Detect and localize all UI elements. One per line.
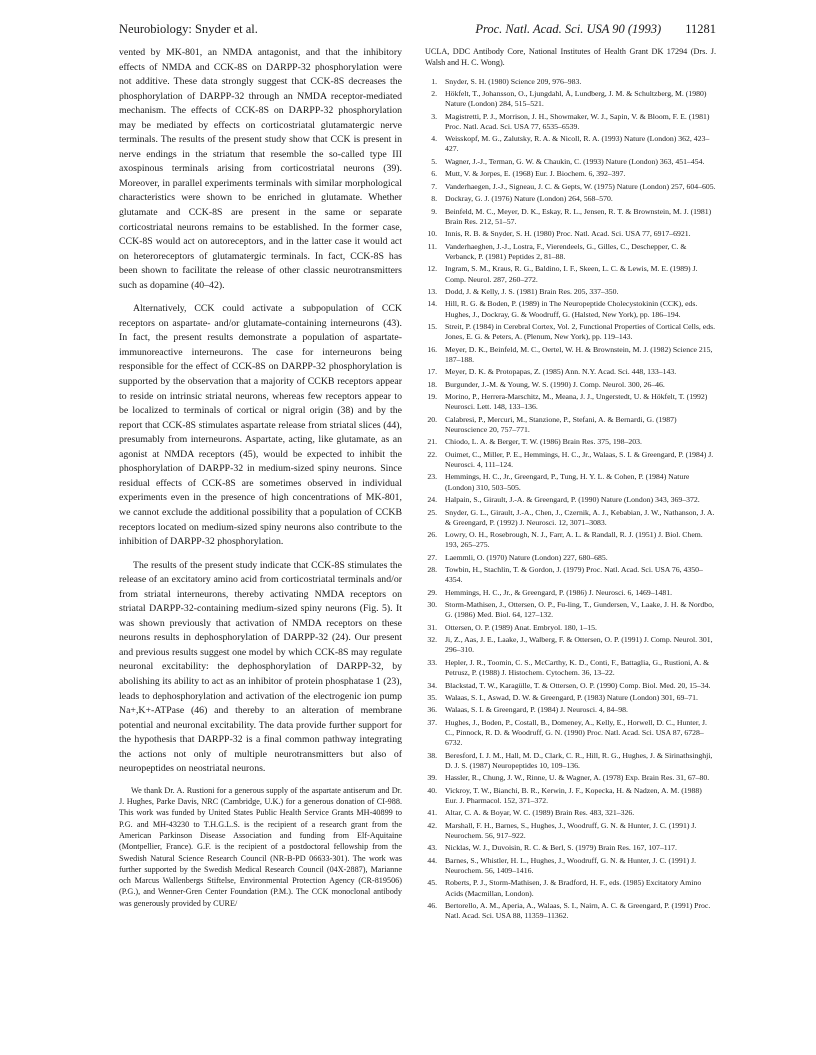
reference-item (425, 495, 716, 505)
reference-text: Ingram, S. M., Kraus, R. G., Baldino, I. F., Skeen, L. C. & Lewis, M. E. (1989) J. Comp. Neurol. 287, 260–272. (445, 264, 698, 284)
reference-item (425, 299, 716, 319)
reference-number: 38. (427, 750, 437, 760)
reference-text: Bertorello, A. M., Aperia, A., Walaas, S. I., Nairn, A. C. & Greengard, P. (1991) Proc. Natl. Acad. Sci. USA 88, 11359–11362. (445, 901, 711, 921)
reference-text: Vanderhaeghen, J.-J., Lostra, F., Vierendeels, G., Gilles, C., Deschepper, C. & Verbanck, P. (1981) Peptides 2, 81–88. (445, 241, 687, 261)
reference-number: 18. (427, 379, 437, 389)
reference-item (425, 415, 716, 435)
reference-text: Roberts, P. J., Storm-Mathisen, J. & Bradford, H. F., eds. (1985) Excitatory Amino Acids (Macmillan, London). (445, 878, 702, 898)
reference-text: Walaas, S. I. & Greengard, P. (1984) J. Neurosci. 4, 84–98. (445, 705, 628, 715)
reference-number: 33. (427, 657, 437, 667)
reference-number: 6. (431, 169, 437, 179)
body-paragraph: The results of the present study indicate that CCK-8S stimulates the release of an excitatory amino acid from corticostriatal terminals and/or from striatal interneurons, thereby activating NMDA receptors on striatal DARPP-32-containing medium-sized spiny neurons (Fig. 5). It was shown previously that activation of NMDA receptors on these neurons results in dephosphorylation of DARPP-32 (24). Our present and previous results suggest one model by which CCK-8S may regulate neuronal excitability: the dephosphorylation of DARPP-32, by abolishing its ability to act as an inhibitor of protein phosphatase 1 (23), leads to dephosphorylation and activation of the electrogenic ion pump Na+,K+-ATPase (46) and thereby to an alteration of membrane potential and neuronal excitability. The data provide further support for the hypothesis that DARPP-32 is a final common pathway integrating the actions not only of multiple neurotransmitters but also of neuropeptides on neostriatal neurons. (119, 559, 402, 775)
acknowledgments-continued: UCLA, DDC Antibody Core, National Institutes of Health Grant DK 17294 (Drs. J. Walsh and H. C. Wong). (425, 47, 716, 68)
reference-text: Hemmings, H. C., Jr., Greengard, P., Tung, H. Y. L. & Cohen, P. (1984) Nature (London) 310, 503–505. (445, 472, 690, 492)
reference-number: 13. (427, 286, 437, 296)
reference-item (425, 553, 716, 563)
reference-text: Vanderhaegen, J.-J., Signeau, J. C. & Gepts, W. (1975) Nature (London) 257, 604–605. (445, 181, 716, 191)
reference-item (425, 229, 716, 239)
reference-number: 36. (427, 705, 437, 715)
reference-item (425, 169, 716, 179)
reference-text: Storm-Mathisen, J., Ottersen, O. P., Fu-ling, T., Gundersen, V., Laake, J. H. & Nordbo, G. (1986) Med. Biol. 64, 127–132. (445, 600, 714, 620)
reference-item (425, 380, 716, 390)
reference-text: Hökfelt, T., Johansson, O., Ljungdahl, Å, Lundberg, J. M. & Schultzberg, M. (1980) Nature (London) 284, 515–521. (445, 89, 707, 109)
reference-number: 35. (427, 692, 437, 702)
reference-number: 22. (427, 449, 437, 459)
page-number: 11281 (685, 22, 716, 36)
reference-item (425, 322, 716, 342)
reference-item (425, 345, 716, 365)
reference-number: 9. (431, 206, 437, 216)
reference-number: 12. (427, 264, 437, 274)
reference-text: Lowry, O. H., Rosebrough, N. J., Farr, A. L. & Randall, R. J. (1951) J. Biol. Chem. 193, 265–275. (445, 530, 703, 550)
reference-text: Dodd, J. & Kelly, J. S. (1981) Brain Res. 205, 337–350. (445, 286, 619, 296)
reference-text: Dockray, G. J. (1976) Nature (London) 264, 568–570. (445, 194, 613, 204)
reference-text: Laemmli, O. (1970) Nature (London) 227, 680–685. (445, 552, 608, 562)
reference-text: Barnes, S., Whistler, H. L., Hughes, J., Woodruff, G. N. & Hunter, J. C. (1991) J. Neurochem. 56, 1409–1416. (445, 855, 697, 875)
reference-item (425, 901, 716, 921)
reference-text: Vickroy, T. W., Bianchi, B. R., Kerwin, J. F., Kopecka, H. & Nadzen, A. M. (1988) Eur. J. Pharmacol. 152, 371–372. (445, 785, 702, 805)
reference-item (425, 588, 716, 598)
reference-text: Ouimet, C., Miller, P. E., Hemmings, H. C., Jr., Walaas, S. I. & Greengard, P. (1984) J. Neurosci. 4, 111–124. (445, 449, 714, 469)
reference-item (425, 623, 716, 633)
reference-item (425, 530, 716, 550)
reference-number: 32. (427, 635, 437, 645)
reference-item (425, 751, 716, 771)
reference-text: Beinfeld, M. C., Meyer, D. K., Eskay, R. L., Jensen, R. T. & Brownstein, M. J. (1981) Brain Res. 212, 51–57. (445, 206, 712, 226)
reference-number: 5. (431, 156, 437, 166)
reference-text: Chiodo, L. A. & Berger, T. W. (1986) Brain Res. 375, 198–203. (445, 437, 642, 447)
reference-item (425, 89, 716, 109)
reference-number: 31. (427, 622, 437, 632)
header-section-authors: Neurobiology: Snyder et al. (119, 22, 258, 36)
reference-text: Snyder, G. L., Girault, J.-A., Chen, J., Czernik, A. J., Kebabian, J. W., Nathanson, J. A. & Greengard, P. (1992) J. Neurosci. 12, 3071–3083. (445, 507, 715, 527)
reference-item (425, 182, 716, 192)
reference-number: 20. (427, 414, 437, 424)
reference-number: 4. (431, 134, 437, 144)
reference-text: Ottersen, O. P. (1989) Anat. Embryol. 180, 1–15. (445, 622, 597, 632)
header-journal: Proc. Natl. Acad. Sci. USA 90 (1993) (475, 22, 662, 36)
reference-text: Hill, R. G. & Boden, P. (1989) in The Neuropeptide Cholecystokinin (CCK), eds. Hughes, J., Dockray, G. & Woodruff, G. (Halsted, New York), pp. 186–194. (445, 299, 698, 319)
reference-number: 24. (427, 495, 437, 505)
reference-number: 45. (427, 878, 437, 888)
reference-text: Meyer, D. K., Beinfeld, M. C., Oertel, W. H. & Brownstein, M. J. (1982) Science 215, 187–188. (445, 344, 713, 364)
acknowledgments: We thank Dr. A. Rustioni for a generous supply of the aspartate antiserum and Dr. J. Hughes, Parke Davis, NRC (Cambridge, U.K.) for a generous donation of CI-988. This work was funded by United States Public Health Service Grants MH-40899 to P.G. and MH-43230 to T.H.G.L.S. is the recipient of a research grant from the American Parkinson Disease Association and funding from Elf-Aquitaine (Montpellier, France). G.F. is the recipient of a postdoctoral fellowship from the Swedish Natural Science Research Council (NR-B-PD 06633-301). The work was further supported by the Swedish Medical Research Council (04X-2887), Marianne och Marcus Wallenbergs Stiftelse, Environmental Protection Agency (CR-819506) (P.G.), and Wenner-Gren Center Foundation (P.M.). The CCK monoclonal antibody was generously provided by CURE/ (119, 785, 402, 908)
reference-text: Hassler, R., Chung, J. W., Rinne, U. & Wagner, A. (1978) Exp. Brain Res. 31, 67–80. (445, 773, 710, 783)
reference-number: 15. (427, 322, 437, 332)
reference-item (425, 856, 716, 876)
reference-item (425, 157, 716, 167)
reference-number: 8. (431, 194, 437, 204)
reference-text: Ji, Z., Aas, J. E., Laake, J., Walberg, F. & Ottersen, O. P. (1991) J. Comp. Neurol. 301, 296–310. (445, 635, 713, 655)
reference-text: Halpain, S., Girault, J.-A. & Greengard, P. (1990) Nature (London) 343, 369–372. (445, 495, 700, 505)
reference-text: Marshall, F. H., Barnes, S., Hughes, J., Woodruff, G. N. & Hunter, J. C. (1991) J. Neurochem. 56, 917–922. (445, 820, 697, 840)
reference-text: Calabresi, P., Mercuri, M., Stanzione, P., Stefani, A. & Bernardi, G. (1987) Neuroscience 20, 757–771. (445, 414, 677, 434)
reference-item (425, 878, 716, 898)
reference-text: Towbin, H., Stachlin, T. & Gordon, J. (1979) Proc. Natl. Acad. Sci. USA 76, 4350–4354. (445, 565, 703, 585)
reference-item (425, 808, 716, 818)
reference-number: 19. (427, 392, 437, 402)
reference-item (425, 242, 716, 262)
reference-item (425, 392, 716, 412)
left-column (119, 46, 402, 917)
reference-item (425, 843, 716, 853)
reference-text: Snyder, S. H. (1980) Science 209, 976–983. (445, 76, 582, 86)
reference-item (425, 821, 716, 841)
reference-item (425, 600, 716, 620)
reference-number: 10. (427, 229, 437, 239)
body-paragraph: vented by MK-801, an NMDA antagonist, and that the inhibitory effects of NMDA and CCK-8S on DARPP-32 phosphorylation were not additive. These data strongly suggest that CCK-8S decreases the phosphorylation of DARPP-32 through an NMDA receptor-mediated mechanism. The effects of CCK-8S on DARPP-32 phosphorylation may be mediated by effects on corticostriatal glutamatergic nerve terminals. The results of the present study show that CCK is present in nerve endings in the striatum that resemble the so-called type III axospinous terminals arising from corticostriatal neurons (39). Moreover, in parallel experiments terminals with similar morphological characteristics were shown to be enriched in glutamate. Whether glutamate and CCK-8S are present in the same or separate corticostriatal neurons remains to be established. In the former case, CCK-8S would act on autoreceptors, and in the latter case it would act on heteroreceptors of glutamatergic terminals. In fact, CCK-8S has been shown to facilitate the release of other classic neurotransmitters such as dopamine (40–42). (119, 47, 402, 291)
reference-item (425, 207, 716, 227)
reference-item (425, 450, 716, 470)
reference-item (425, 367, 716, 377)
reference-text: Wagner, J.-J., Terman, G. W. & Chaukin, C. (1993) Nature (London) 363, 451–454. (445, 156, 705, 166)
reference-text: Mutt, V. & Jorpes, E. (1968) Eur. J. Biochem. 6, 392–397. (445, 169, 626, 179)
reference-number: 2. (431, 89, 437, 99)
reference-number: 39. (427, 773, 437, 783)
reference-item (425, 786, 716, 806)
header-journal-and-page (475, 22, 716, 37)
reference-number: 3. (431, 111, 437, 121)
running-header (119, 22, 716, 40)
reference-number: 44. (427, 855, 437, 865)
reference-item (425, 565, 716, 585)
reference-number: 40. (427, 785, 437, 795)
reference-text: Weisskopf, M. G., Zalutsky, R. A. & Nicoll, R. A. (1993) Nature (London) 362, 423–427. (445, 134, 710, 154)
reference-item (425, 658, 716, 678)
right-column (425, 46, 716, 924)
reference-text: Meyer, D. K. & Protopapas, Z. (1985) Ann. N.Y. Acad. Sci. 448, 133–143. (445, 367, 677, 377)
reference-number: 17. (427, 367, 437, 377)
reference-number: 43. (427, 843, 437, 853)
reference-number: 42. (427, 820, 437, 830)
reference-number: 21. (427, 437, 437, 447)
reference-number: 37. (427, 717, 437, 727)
reference-text: Nicklas, W. J., Duvoisin, R. C. & Berl, S. (1979) Brain Res. 167, 107–117. (445, 843, 677, 853)
reference-number: 23. (427, 472, 437, 482)
reference-number: 7. (431, 181, 437, 191)
reference-number: 26. (427, 530, 437, 540)
reference-text: Streit, P. (1984) in Cerebral Cortex, Vol. 2, Functional Properties of Cortical Cells, eds. Jones, E. G. & Peters, A. (Plenum, New York), pp. 119–143. (445, 322, 716, 342)
reference-item (425, 508, 716, 528)
reference-text: Beresford, I. J. M., Hall, M. D., Clark, C. R., Hill, R. G., Hughes, J. & Sirinathsinghji, D. J. S. (1987) Neuropeptides 10, 109–136. (445, 750, 713, 770)
reference-item (425, 134, 716, 154)
reference-number: 1. (431, 76, 437, 86)
reference-number: 25. (427, 507, 437, 517)
reference-text: Hepler, J. R., Toomin, C. S., McCarthy, K. D., Conti, F., Battaglia, G., Rustioni, A. & Petrusz, P. (1988) J. Histochem. Cytochem. 36, 13–22. (445, 657, 710, 678)
reference-number: 28. (427, 565, 437, 575)
body-paragraph: Alternatively, CCK could activate a subpopulation of CCK receptors on aspartate- and/or glutamate-containing interneurons (43). In fact, the present results demonstrate a population of aspartate-immunoreactive interneurons. The case for interneurons being responsible for the effect of CCK-8S on DARPP-32 phosphorylation is supported by the observation that a majority of CCKB receptors appear to reside on intrinsic striatal neurons, whereas few receptors appear to be localized to terminals of cortical or nigral origin (38) and by the report that CCK-8S stimulates aspartate release from striatal slices (44), presumably from interneurons. Aspartate, acting, like glutamate, as an agonist at NMDA receptors (45), would be expected to inhibit the phosphorylation of DARPP-32 in medium-sized spiny neurons. Since residual effects of CCK-8S are sometimes observed in individual experiments even in the presence of high concentrations of MK-801, we cannot exclude the additional possibility that a population of CCKB receptors located on medium-sized spiny neurons also contribute to the inhibition of DARPP-32 phosphorylation. (119, 303, 402, 548)
reference-text: Innis, R. B. & Snyder, S. H. (1980) Proc. Natl. Acad. Sci. USA 77, 6917–6921. (445, 229, 691, 239)
reference-text: Magistretti, P. J., Morrison, J. H., Showmaker, W. J., Sapin, V. & Bloom, F. E. (1981) Proc. Natl. Acad. Sci. USA 77, 6535–6539. (445, 111, 710, 131)
reference-text: Morino, P., Herrera-Marschitz, M., Meana, J. J., Ungerstedt, U. & Hökfelt, T. (1992) Neurosci. Lett. 148, 133–136. (445, 392, 708, 412)
reference-number: 29. (427, 587, 437, 597)
reference-item (425, 635, 716, 655)
reference-item (425, 77, 716, 87)
reference-number: 11. (427, 241, 437, 251)
reference-text: Burgunder, J.-M. & Young, W. S. (1990) J. Comp. Neurol. 300, 26–46. (445, 379, 665, 389)
reference-item (425, 437, 716, 447)
reference-item (425, 705, 716, 715)
reference-item (425, 693, 716, 703)
reference-text: Altar, C. A. & Boyar, W. C. (1989) Brain Res. 483, 321–326. (445, 808, 635, 818)
reference-item (425, 718, 716, 748)
reference-number: 27. (427, 552, 437, 562)
reference-item (425, 287, 716, 297)
reference-number: 41. (427, 808, 437, 818)
reference-item (425, 681, 716, 691)
reference-text: Hemmings, H. C., Jr., & Greengard, P. (1986) J. Neurosci. 6, 1469–1481. (445, 587, 673, 597)
reference-list (425, 77, 716, 922)
reference-item (425, 472, 716, 492)
reference-number: 14. (427, 299, 437, 309)
reference-number: 46. (427, 901, 437, 911)
reference-item (425, 264, 716, 284)
reference-number: 34. (427, 680, 437, 690)
reference-text: Blackstad, T. W., Karagülle, T. & Ottersen, O. P. (1990) Comp. Biol. Med. 20, 15–34. (445, 680, 711, 690)
reference-item (425, 773, 716, 783)
reference-text: Walaas, S. I., Aswad, D. W. & Greengard, P. (1983) Nature (London) 301, 69–71. (445, 692, 698, 702)
reference-item (425, 194, 716, 204)
reference-text: Hughes, J., Boden, P., Costall, B., Domeney, A., Kelly, E., Horwell, D. C., Hunter, J. C., Pinnock, R. D. & Woodruff, G. N. (1990) Proc. Natl. Acad. Sci. USA 87, 6728–6732. (445, 717, 707, 748)
reference-number: 16. (427, 344, 437, 354)
reference-number: 30. (427, 600, 437, 610)
reference-item (425, 112, 716, 132)
